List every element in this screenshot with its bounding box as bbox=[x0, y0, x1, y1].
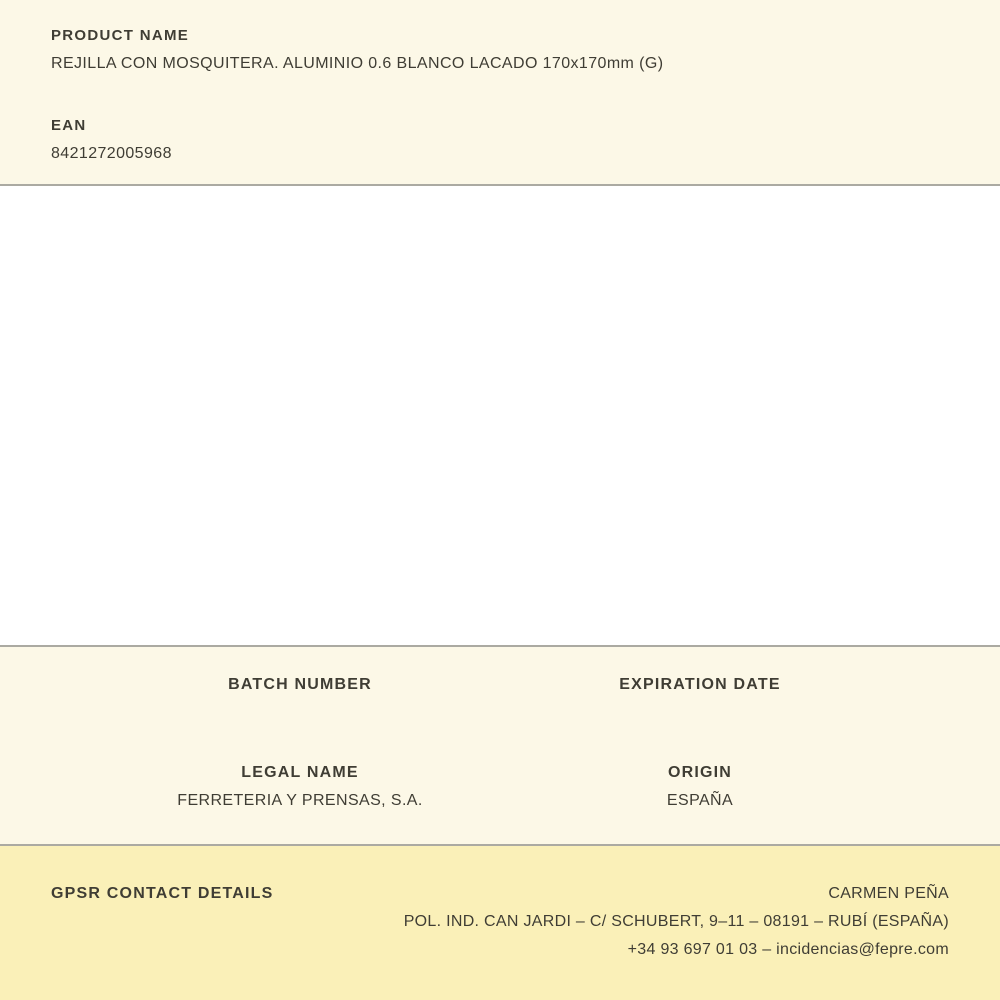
legal-name-cell bbox=[100, 763, 500, 811]
origin-label: ORIGIN bbox=[667, 764, 733, 781]
gpsr-contact-address: POL. IND. CAN JARDI – C/ SCHUBERT, 9–11 – 08191 – RUBÍ (ESPAÑA) bbox=[403, 913, 949, 930]
expiration-date-value bbox=[500, 695, 900, 763]
legal-name-label: LEGAL NAME bbox=[241, 764, 359, 781]
origin-value: ESPAÑA bbox=[666, 792, 734, 809]
product-name-value: REJILLA CON MOSQUITERA. ALUMINIO 0.6 BLANCO LACADO 170x170mm (G) bbox=[51, 55, 664, 72]
ean-value: 8421272005968 bbox=[51, 145, 172, 162]
batch-number-label: BATCH NUMBER bbox=[228, 676, 372, 693]
batch-number-cell bbox=[100, 675, 500, 763]
origin-cell bbox=[500, 763, 900, 811]
legal-name-value: FERRETERIA Y PRENSAS, S.A. bbox=[177, 792, 423, 809]
batch-info-section bbox=[0, 645, 1000, 844]
expiration-date-cell bbox=[500, 675, 900, 763]
gpsr-contact-section bbox=[0, 844, 1000, 1000]
batch-number-value bbox=[100, 695, 500, 763]
gpsr-contact-label: GPSR CONTACT DETAILS bbox=[51, 885, 274, 902]
product-info-section bbox=[0, 0, 1000, 186]
legal-origin-row bbox=[100, 763, 900, 811]
product-name-label: PRODUCT NAME bbox=[51, 27, 190, 44]
gpsr-contact-block bbox=[404, 880, 949, 964]
product-image-area bbox=[0, 186, 1000, 645]
gpsr-contact-name: CARMEN PEÑA bbox=[828, 885, 949, 902]
expiration-date-label: EXPIRATION DATE bbox=[619, 676, 781, 693]
ean-label: EAN bbox=[51, 117, 87, 134]
gpsr-contact-phone-email: +34 93 697 01 03 – incidencias@fepre.com bbox=[627, 941, 949, 958]
batch-expiration-row bbox=[100, 675, 900, 763]
